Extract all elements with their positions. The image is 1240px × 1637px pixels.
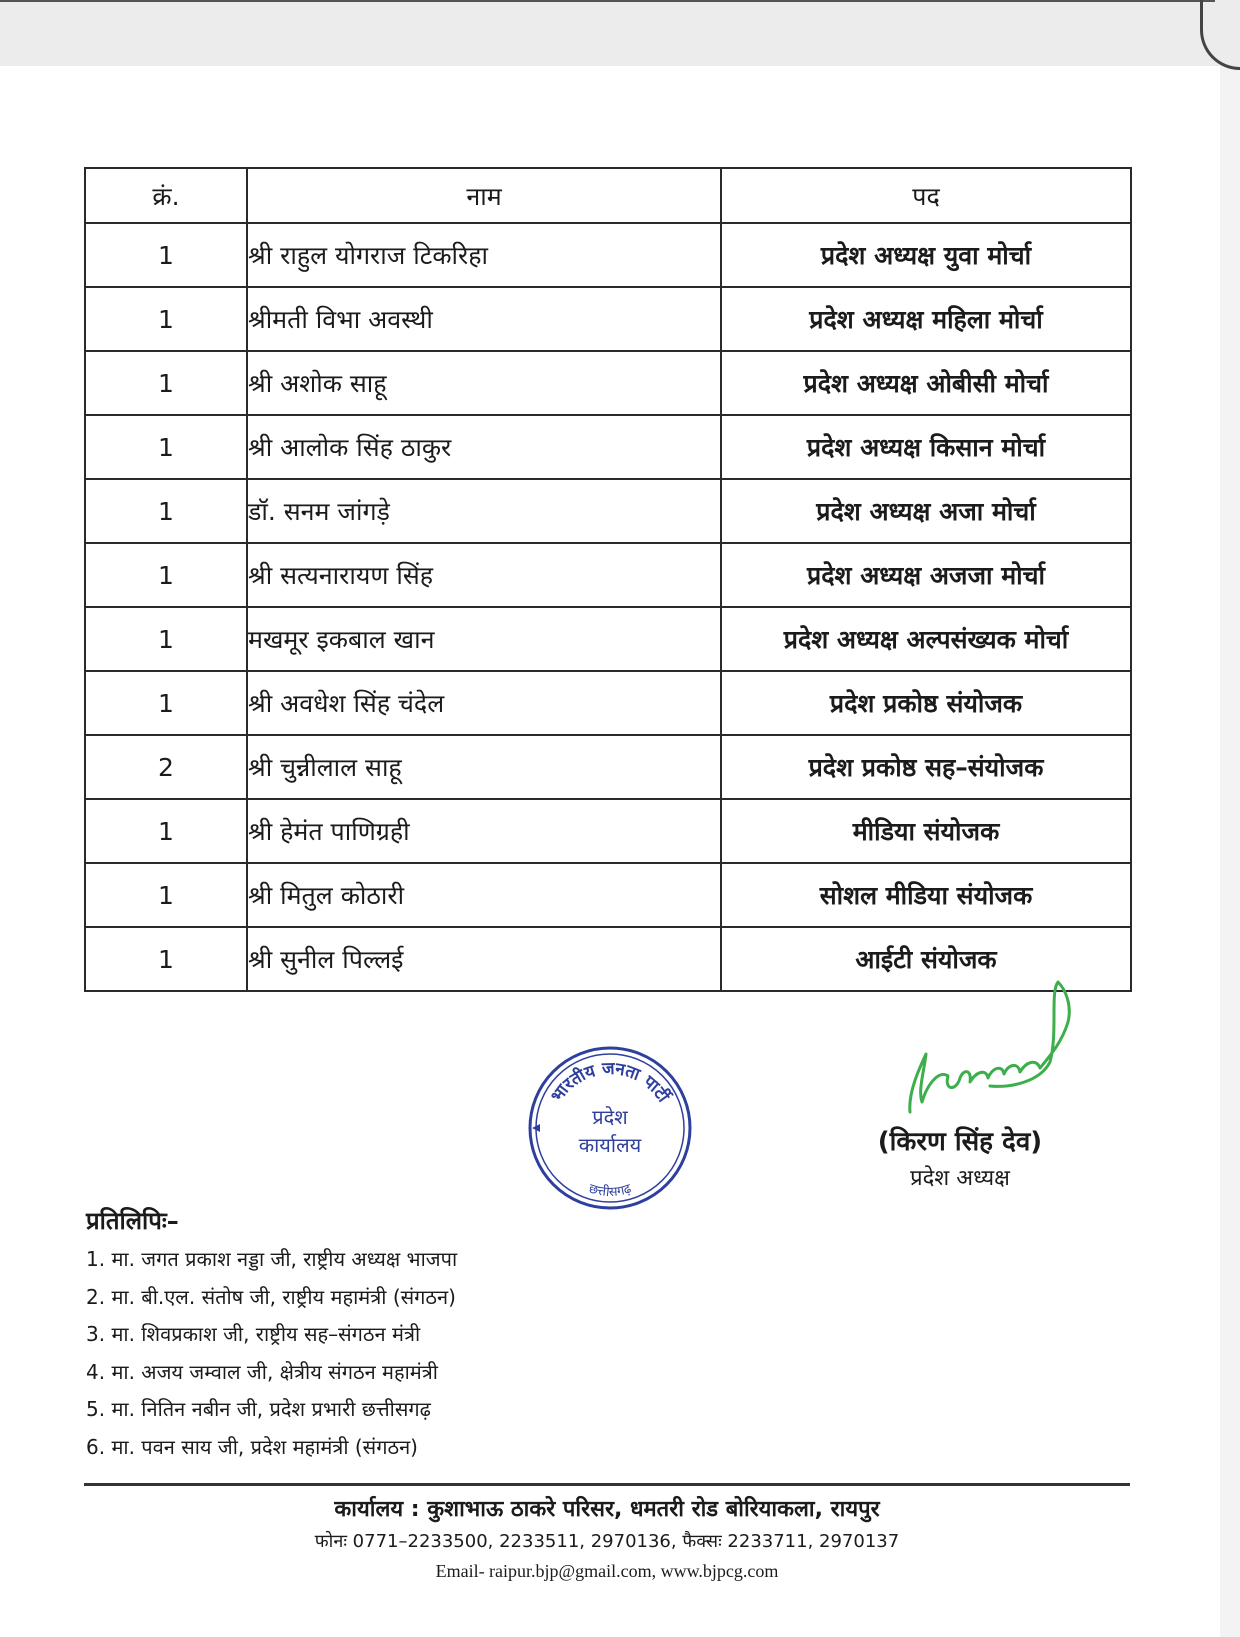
table-row	[85, 351, 1131, 415]
post-cell: प्रदेश अध्यक्ष किसान मोर्चा	[721, 415, 1131, 479]
signatory-post: प्रदेश अध्यक्ष	[910, 1166, 1010, 1191]
table-header-row	[85, 168, 1131, 223]
serial-cell: 1	[85, 223, 247, 287]
table-row	[85, 543, 1131, 607]
name-cell: श्री अवधेश सिंह चंदेल	[247, 671, 721, 735]
post-cell: सोशल मीडिया संयोजक	[721, 863, 1131, 927]
name-cell: श्री अशोक साहू	[247, 351, 721, 415]
post-cell: मीडिया संयोजक	[721, 799, 1131, 863]
header-post: पद	[721, 168, 1131, 223]
serial-cell: 1	[85, 799, 247, 863]
serial-cell: 1	[85, 607, 247, 671]
footer-email-web: Email- raipur.bjp@gmail.com, www.bjpcg.com	[435, 1561, 779, 1581]
post-cell: प्रदेश अध्यक्ष युवा मोर्चा	[721, 223, 1131, 287]
name-cell: श्री मितुल कोठारी	[247, 863, 721, 927]
table-row	[85, 671, 1131, 735]
name-cell: श्रीमती विभा अवस्थी	[247, 287, 721, 351]
footer-office-address: कार्यालय : कुशाभाऊ ठाकरे परिसर, धमतरी रोड बोरियाकला, रायपुर	[334, 1497, 880, 1522]
table-row	[85, 735, 1131, 799]
table-row	[85, 607, 1131, 671]
name-cell: श्री आलोक सिंह ठाकुर	[247, 415, 721, 479]
scan-top-edge	[0, 0, 1215, 2]
copy-to-item: 1. मा. जगत प्रकाश नड्डा जी, राष्ट्रीय अध्यक्ष भाजपा	[86, 1247, 458, 1271]
post-cell: प्रदेश अध्यक्ष अजा मोर्चा	[721, 479, 1131, 543]
seal-line-2: कार्यालय	[578, 1133, 642, 1157]
serial-cell: 1	[85, 927, 247, 991]
signatory-name: (किरण सिंह देव)	[877, 1127, 1043, 1157]
scan-background	[0, 0, 1240, 66]
serial-cell: 1	[85, 671, 247, 735]
post-cell: प्रदेश अध्यक्ष अल्पसंख्यक मोर्चा	[721, 607, 1131, 671]
appointments-table	[84, 167, 1132, 992]
serial-cell: 1	[85, 543, 247, 607]
serial-cell: 1	[85, 479, 247, 543]
table-row	[85, 799, 1131, 863]
party-office-seal	[522, 1040, 698, 1216]
post-cell: आईटी संयोजक	[721, 927, 1131, 991]
copy-to-item: 2. मा. बी.एल. संतोष जी, राष्ट्रीय महामंत्री (संगठन)	[86, 1284, 456, 1309]
table-row	[85, 863, 1131, 927]
name-cell: श्री हेमंत पाणिग्रही	[247, 799, 721, 863]
header-serial: क्रं.	[85, 168, 247, 223]
post-cell: प्रदेश अध्यक्ष अजजा मोर्चा	[721, 543, 1131, 607]
handwritten-signature	[900, 972, 1100, 1122]
name-cell: श्री राहुल योगराज टिकरिहा	[247, 223, 721, 287]
table-body	[85, 223, 1131, 991]
name-cell: श्री सत्यनारायण सिंह	[247, 543, 721, 607]
table-row	[85, 287, 1131, 351]
seal-bottom-text: छत्तीसगढ़	[586, 1181, 634, 1201]
header-name: नाम	[247, 168, 721, 223]
post-cell: प्रदेश अध्यक्ष महिला मोर्चा	[721, 287, 1131, 351]
serial-cell: 2	[85, 735, 247, 799]
copy-to-item: 5. मा. नितिन नबीन जी, प्रदेश प्रभारी छत्तीसगढ़	[86, 1397, 431, 1421]
post-cell: प्रदेश अध्यक्ष ओबीसी मोर्चा	[721, 351, 1131, 415]
post-cell: प्रदेश प्रकोष्ठ संयोजक	[721, 671, 1131, 735]
copy-to-item: 6. मा. पवन साय जी, प्रदेश महामंत्री (संगठन)	[86, 1434, 418, 1459]
seal-line-1: प्रदेश	[592, 1105, 628, 1129]
copy-to-item: 4. मा. अजय जम्वाल जी, क्षेत्रीय संगठन महामंत्री	[86, 1359, 438, 1384]
copy-to-list	[86, 1244, 457, 1469]
seal-outer-text: भारतीय जनता पार्टी	[547, 1058, 673, 1107]
copy-to-item: 3. मा. शिवप्रकाश जी, राष्ट्रीय सह–संगठन मंत्री	[86, 1322, 421, 1346]
post-cell: प्रदेश प्रकोष्ठ सह–संयोजक	[721, 735, 1131, 799]
serial-cell: 1	[85, 287, 247, 351]
serial-cell: 1	[85, 351, 247, 415]
name-cell: श्री चुन्नीलाल साहू	[247, 735, 721, 799]
table-row	[85, 479, 1131, 543]
table-row	[85, 415, 1131, 479]
serial-cell: 1	[85, 415, 247, 479]
name-cell: डॉ. सनम जांगड़े	[247, 479, 721, 543]
serial-cell: 1	[85, 863, 247, 927]
name-cell: श्री सुनील पिल्लई	[247, 927, 721, 991]
footer-divider	[84, 1483, 1130, 1486]
copy-to-heading: प्रतिलिपिः–	[86, 1207, 179, 1235]
footer-phone-fax: फोनः 0771–2233500, 2233511, 2970136, फैक्सः 2233711, 2970137	[314, 1531, 900, 1552]
name-cell: मखमूर इकबाल खान	[247, 607, 721, 671]
table-row	[85, 223, 1131, 287]
